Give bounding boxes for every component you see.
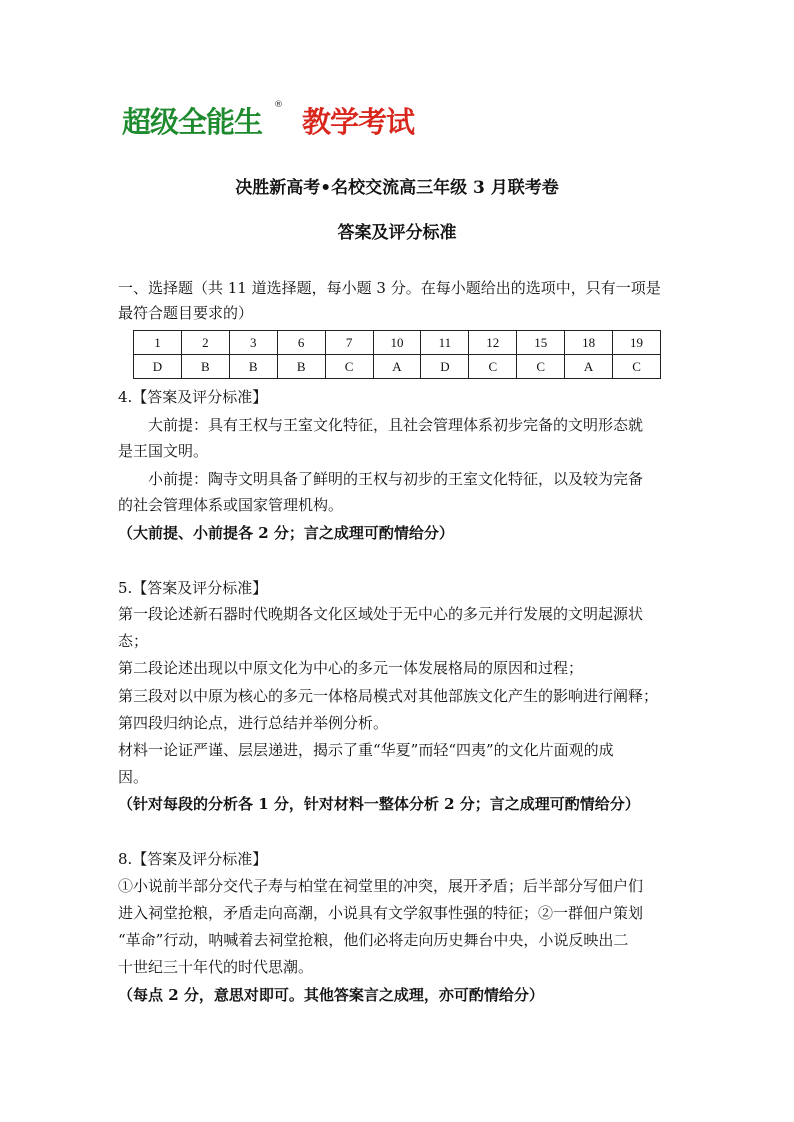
answer-cell: B — [181, 355, 229, 379]
q8-line: ①小说前半部分交代子寿与柏堂在祠堂里的冲突，展开矛盾；后半部分写佃户们 — [118, 877, 644, 895]
q5-header: 5.【答案及评分标准】 — [118, 579, 268, 597]
q4-line: 是王国文明。 — [118, 442, 209, 460]
logo-brand-red: 教学考试 — [302, 105, 415, 139]
logo-brand-green: 超级全能生 — [122, 105, 263, 139]
answer-cell: B — [277, 355, 325, 379]
q5-line: 态； — [118, 632, 149, 650]
logo-registered-mark: ® — [274, 100, 283, 110]
document-title: 决胜新高考•名校交流高三年级 3 月联考卷 — [235, 178, 559, 198]
answer-cell: B — [229, 355, 277, 379]
question-number: 2 — [181, 331, 229, 355]
q4-scoring-note: （大前提、小前提各 2 分；言之成理可酌情给分） — [118, 524, 454, 542]
q5-line: 第二段论述出现以中原文化为中心的多元一体发展格局的原因和过程； — [118, 659, 584, 677]
q5-line: 因。 — [118, 768, 149, 786]
section1-heading-line1: 一、选择题（共 11 道选择题，每小题 3 分。在每小题给出的选项中，只有一项是 — [118, 279, 661, 297]
answer-cell: A — [565, 355, 613, 379]
q8-line: “革命”行动，呐喊着去祠堂抢粮，他们必将走向历史舞台中央，小说反映出二 — [118, 931, 629, 949]
q4-line: 的社会管理体系或国家管理机构。 — [118, 496, 344, 514]
question-number: 11 — [421, 331, 469, 355]
answer-cell: C — [469, 355, 517, 379]
answer-cell: C — [613, 355, 661, 379]
q4-header: 4.【答案及评分标准】 — [118, 388, 268, 406]
answer-cell: D — [421, 355, 469, 379]
question-number: 1 — [134, 331, 182, 355]
section1-heading-line2: 最符合题目要求的） — [118, 304, 254, 322]
q5-line: 第一段论述新石器时代晚期各文化区域处于无中心的多元并行发展的文明起源状 — [118, 605, 644, 623]
answer-cell: A — [373, 355, 421, 379]
answer-cell: C — [517, 355, 565, 379]
question-number: 15 — [517, 331, 565, 355]
answer-cell: D — [134, 355, 182, 379]
question-number: 19 — [613, 331, 661, 355]
answer-table-number-row — [134, 331, 661, 355]
question-number: 7 — [325, 331, 373, 355]
q4-line: 大前提：具有王权与王室文化特征，且社会管理体系初步完备的文明形态就 — [148, 416, 644, 434]
q4-line: 小前提：陶寺文明具备了鲜明的王权与初步的王室文化特征，以及较为完备 — [148, 470, 644, 488]
question-number: 18 — [565, 331, 613, 355]
q5-line: 第四段归纳论点，进行总结并举例分析。 — [118, 714, 389, 732]
q8-line: 进入祠堂抢粮，矛盾走向高潮，小说具有文学叙事性强的特征；②一群佃户策划 — [118, 904, 644, 922]
question-number: 10 — [373, 331, 421, 355]
question-number: 3 — [229, 331, 277, 355]
q5-scoring-note: （针对每段的分析各 1 分，针对材料一整体分析 2 分；言之成理可酌情给分） — [118, 795, 640, 813]
question-number: 12 — [469, 331, 517, 355]
q8-scoring-note: （每点 2 分，意思对即可。其他答案言之成理，亦可酌情给分） — [118, 986, 544, 1004]
q5-line: 第三段对以中原为核心的多元一体格局模式对其他部族文化产生的影响进行阐释； — [118, 687, 659, 705]
question-number: 6 — [277, 331, 325, 355]
q5-line: 材料一论证严谨、层层递进，揭示了重“华夏”而轻“四夷”的文化片面观的成 — [118, 741, 614, 759]
answer-table-answer-row — [134, 355, 661, 379]
answer-cell: C — [325, 355, 373, 379]
answer-table — [133, 330, 661, 379]
q8-header: 8.【答案及评分标准】 — [118, 850, 268, 868]
q8-line: 十世纪三十年代的时代思潮。 — [118, 958, 314, 976]
document-subtitle: 答案及评分标准 — [337, 223, 457, 243]
